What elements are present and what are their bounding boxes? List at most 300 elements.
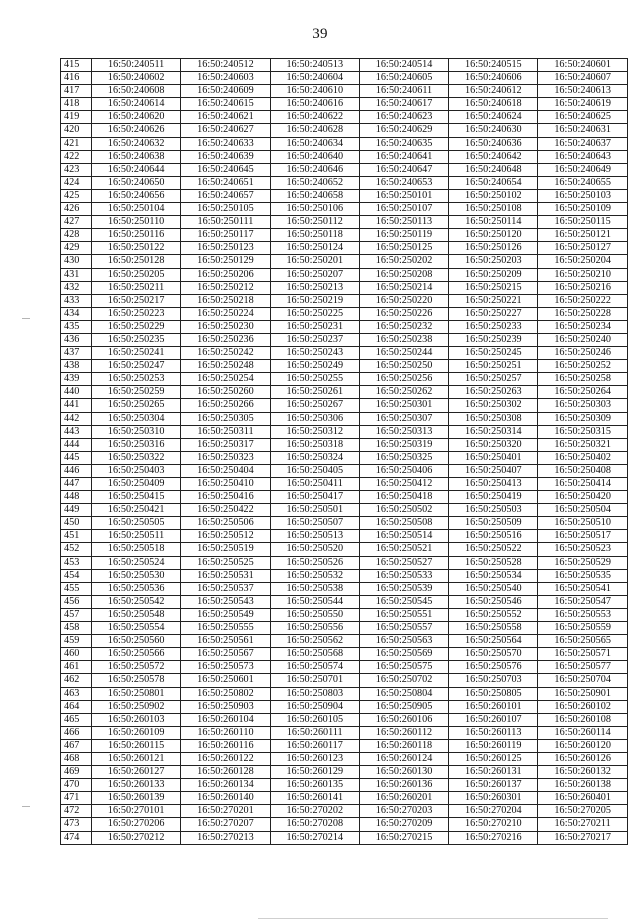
cadastral-number-cell: 16:50:250116	[92, 229, 181, 242]
cadastral-number-cell: 16:50:250216	[538, 281, 627, 294]
cadastral-number-cell: 16:50:250532	[270, 569, 359, 582]
cadastral-number-cell: 16:50:250103	[538, 189, 627, 202]
cadastral-number-cell: 16:50:250324	[270, 451, 359, 464]
cadastral-number-cell: 16:50:270210	[449, 818, 538, 831]
cadastral-number-cell: 16:50:250118	[270, 229, 359, 242]
cadastral-number-cell: 16:50:250572	[92, 661, 181, 674]
cadastral-number-cell: 16:50:240625	[538, 111, 627, 124]
cadastral-number-cell: 16:50:250256	[359, 373, 448, 386]
table-row	[61, 569, 628, 582]
row-number-cell: 430	[61, 255, 92, 268]
cadastral-number-cell: 16:50:250507	[270, 517, 359, 530]
cadastral-number-cell: 16:50:250702	[359, 674, 448, 687]
cadastral-number-cell: 16:50:250402	[538, 451, 627, 464]
cadastral-number-cell: 16:50:250113	[359, 216, 448, 229]
cadastral-number-cell: 16:50:250314	[449, 425, 538, 438]
cadastral-number-cell: 16:50:250554	[92, 622, 181, 635]
cadastral-number-cell: 16:50:250208	[359, 268, 448, 281]
cadastral-number-cell: 16:50:250526	[270, 556, 359, 569]
cadastral-number-cell: 16:50:260401	[538, 792, 627, 805]
cadastral-number-cell: 16:50:260105	[270, 713, 359, 726]
cadastral-number-cell: 16:50:240642	[449, 150, 538, 163]
cadastral-number-cell: 16:50:240655	[538, 176, 627, 189]
cadastral-number-cell: 16:50:250126	[449, 242, 538, 255]
cadastral-number-cell: 16:50:250319	[359, 438, 448, 451]
cadastral-number-cell: 16:50:250524	[92, 556, 181, 569]
cadastral-number-cell: 16:50:260121	[92, 752, 181, 765]
cadastral-number-cell: 16:50:250246	[538, 347, 627, 360]
cadastral-number-cell: 16:50:260112	[359, 726, 448, 739]
cadastral-number-cell: 16:50:250105	[181, 203, 270, 216]
row-number-cell: 452	[61, 543, 92, 556]
table-row	[61, 451, 628, 464]
cadastral-number-cell: 16:50:240645	[181, 163, 270, 176]
cadastral-number-cell: 16:50:270206	[92, 818, 181, 831]
cadastral-number-cell: 16:50:250238	[359, 333, 448, 346]
cadastral-number-cell: 16:50:240654	[449, 176, 538, 189]
cadastral-number-cell: 16:50:270212	[92, 831, 181, 844]
cadastral-number-cell: 16:50:240626	[92, 124, 181, 137]
row-number-cell: 450	[61, 517, 92, 530]
cadastral-number-cell: 16:50:250550	[270, 608, 359, 621]
cadastral-number-cell: 16:50:240612	[449, 85, 538, 98]
cadastral-number-cell: 16:50:250569	[359, 648, 448, 661]
cadastral-number-cell: 16:50:250537	[181, 582, 270, 595]
cadastral-number-cell: 16:50:250557	[359, 622, 448, 635]
table-row	[61, 268, 628, 281]
table-row	[61, 700, 628, 713]
cadastral-number-cell: 16:50:260201	[359, 792, 448, 805]
cadastral-number-cell: 16:50:250409	[92, 478, 181, 491]
cadastral-number-cell: 16:50:250553	[538, 608, 627, 621]
table-row	[61, 687, 628, 700]
cadastral-number-cell: 16:50:250237	[270, 333, 359, 346]
table-row	[61, 203, 628, 216]
cadastral-number-cell: 16:50:250510	[538, 517, 627, 530]
cadastral-number-cell: 16:50:250570	[449, 648, 538, 661]
table-row	[61, 150, 628, 163]
cadastral-number-cell: 16:50:270214	[270, 831, 359, 844]
cadastral-number-cell: 16:50:250207	[270, 268, 359, 281]
table-row	[61, 438, 628, 451]
cadastral-number-cell: 16:50:260119	[449, 739, 538, 752]
row-number-cell: 461	[61, 661, 92, 674]
cadastral-number-cell: 16:50:250320	[449, 438, 538, 451]
row-number-cell: 473	[61, 818, 92, 831]
cadastral-number-cell: 16:50:250250	[359, 360, 448, 373]
cadastral-number-cell: 16:50:250212	[181, 281, 270, 294]
page-number: 39	[312, 26, 328, 42]
cadastral-number-cell: 16:50:250262	[359, 386, 448, 399]
table-row	[61, 189, 628, 202]
cadastral-number-cell: 16:50:250568	[270, 648, 359, 661]
row-number-cell: 454	[61, 569, 92, 582]
cadastral-number-cell: 16:50:240630	[449, 124, 538, 137]
row-number-cell: 443	[61, 425, 92, 438]
row-number-cell: 429	[61, 242, 92, 255]
row-number-cell: 448	[61, 491, 92, 504]
cadastral-number-cell: 16:50:260109	[92, 726, 181, 739]
cadastral-number-cell: 16:50:240628	[270, 124, 359, 137]
cadastral-number-cell: 16:50:250555	[181, 622, 270, 635]
table-row	[61, 805, 628, 818]
cadastral-number-cell: 16:50:240605	[359, 72, 448, 85]
cadastral-number-cell: 16:50:250559	[538, 622, 627, 635]
cadastral-number-cell: 16:50:250225	[270, 307, 359, 320]
row-number-cell: 444	[61, 438, 92, 451]
row-number-cell: 458	[61, 622, 92, 635]
cadastral-number-cell: 16:50:250538	[270, 582, 359, 595]
cadastral-number-cell: 16:50:250106	[270, 203, 359, 216]
row-number-cell: 470	[61, 779, 92, 792]
table-row	[61, 530, 628, 543]
cadastral-number-cell: 16:50:260110	[181, 726, 270, 739]
row-number-cell: 467	[61, 739, 92, 752]
cadastral-number-cell: 16:50:250805	[449, 687, 538, 700]
cadastral-number-cell: 16:50:250266	[181, 399, 270, 412]
cadastral-number-cell: 16:50:250413	[449, 478, 538, 491]
cadastral-number-cell: 16:50:250405	[270, 464, 359, 477]
cadastral-number-cell: 16:50:250530	[92, 569, 181, 582]
cadastral-number-cell: 16:50:250215	[449, 281, 538, 294]
cadastral-number-cell: 16:50:270202	[270, 805, 359, 818]
cadastral-number-cell: 16:50:240651	[181, 176, 270, 189]
cadastral-number-cell: 16:50:250119	[359, 229, 448, 242]
cadastral-number-cell: 16:50:240646	[270, 163, 359, 176]
cadastral-number-cell: 16:50:260124	[359, 752, 448, 765]
cadastral-number-cell: 16:50:250543	[181, 595, 270, 608]
cadastral-number-cell: 16:50:250574	[270, 661, 359, 674]
cadastral-number-cell: 16:50:250540	[449, 582, 538, 595]
cadastral-number-cell: 16:50:260113	[449, 726, 538, 739]
cadastral-number-cell: 16:50:240627	[181, 124, 270, 137]
row-number-cell: 457	[61, 608, 92, 621]
table-row	[61, 478, 628, 491]
cadastral-number-cell: 16:50:250519	[181, 543, 270, 556]
cadastral-number-cell: 16:50:250509	[449, 517, 538, 530]
cadastral-number-cell: 16:50:250224	[181, 307, 270, 320]
cadastral-number-cell: 16:50:240514	[359, 59, 448, 72]
cadastral-number-cell: 16:50:240658	[270, 189, 359, 202]
cadastral-number-cell: 16:50:250310	[92, 425, 181, 438]
cadastral-number-cell: 16:50:250416	[181, 491, 270, 504]
cadastral-number-cell: 16:50:250111	[181, 216, 270, 229]
table-row	[61, 360, 628, 373]
row-number-cell: 471	[61, 792, 92, 805]
cadastral-number-cell: 16:50:250226	[359, 307, 448, 320]
cadastral-number-cell: 16:50:250539	[359, 582, 448, 595]
row-number-cell: 440	[61, 386, 92, 399]
table-row	[61, 425, 628, 438]
cadastral-number-cell: 16:50:250220	[359, 294, 448, 307]
cadastral-number-cell: 16:50:250309	[538, 412, 627, 425]
cadastral-number-cell: 16:50:240638	[92, 150, 181, 163]
table-row	[61, 294, 628, 307]
cadastral-number-cell: 16:50:240606	[449, 72, 538, 85]
cadastral-number-cell: 16:50:250219	[270, 294, 359, 307]
cadastral-number-cell: 16:50:240656	[92, 189, 181, 202]
cadastral-number-cell: 16:50:250318	[270, 438, 359, 451]
cadastral-number-cell: 16:50:250502	[359, 504, 448, 517]
cadastral-number-cell: 16:50:250258	[538, 373, 627, 386]
cadastral-number-cell: 16:50:250221	[449, 294, 538, 307]
table-row	[61, 281, 628, 294]
cadastral-number-cell: 16:50:250303	[538, 399, 627, 412]
cadastral-number-cell: 16:50:240609	[181, 85, 270, 98]
table-row	[61, 582, 628, 595]
cadastral-number-cell: 16:50:270207	[181, 818, 270, 831]
cadastral-numbers-table	[60, 58, 628, 845]
table-row	[61, 608, 628, 621]
row-number-cell: 465	[61, 713, 92, 726]
cadastral-number-cell: 16:50:250407	[449, 464, 538, 477]
cadastral-number-cell: 16:50:250704	[538, 674, 627, 687]
cadastral-number-cell: 16:50:250104	[92, 203, 181, 216]
scan-mark	[22, 318, 30, 319]
scan-edge-line	[258, 918, 608, 919]
cadastral-number-cell: 16:50:250501	[270, 504, 359, 517]
table-row	[61, 831, 628, 844]
cadastral-number-cell: 16:50:240613	[538, 85, 627, 98]
cadastral-number-cell: 16:50:240639	[181, 150, 270, 163]
table-row	[61, 635, 628, 648]
row-number-cell: 431	[61, 268, 92, 281]
table-row	[61, 818, 628, 831]
row-number-cell: 416	[61, 72, 92, 85]
table-row	[61, 124, 628, 137]
cadastral-number-cell: 16:50:240603	[181, 72, 270, 85]
cadastral-number-cell: 16:50:250307	[359, 412, 448, 425]
cadastral-number-cell: 16:50:250406	[359, 464, 448, 477]
cadastral-number-cell: 16:50:260106	[359, 713, 448, 726]
cadastral-number-cell: 16:50:250535	[538, 569, 627, 582]
cadastral-number-cell: 16:50:250128	[92, 255, 181, 268]
cadastral-number-cell: 16:50:250523	[538, 543, 627, 556]
cadastral-number-cell: 16:50:250121	[538, 229, 627, 242]
cadastral-number-cell: 16:50:240648	[449, 163, 538, 176]
cadastral-number-cell: 16:50:250527	[359, 556, 448, 569]
cadastral-number-cell: 16:50:250401	[449, 451, 538, 464]
cadastral-number-cell: 16:50:260104	[181, 713, 270, 726]
cadastral-number-cell: 16:50:270208	[270, 818, 359, 831]
table-row	[61, 216, 628, 229]
table-row	[61, 98, 628, 111]
cadastral-number-cell: 16:50:250257	[449, 373, 538, 386]
cadastral-number-cell: 16:50:250531	[181, 569, 270, 582]
cadastral-number-cell: 16:50:250120	[449, 229, 538, 242]
cadastral-number-cell: 16:50:250514	[359, 530, 448, 543]
cadastral-number-cell: 16:50:250114	[449, 216, 538, 229]
cadastral-number-cell: 16:50:250411	[270, 478, 359, 491]
cadastral-number-cell: 16:50:260108	[538, 713, 627, 726]
cadastral-number-cell: 16:50:250513	[270, 530, 359, 543]
cadastral-number-cell: 16:50:250305	[181, 412, 270, 425]
cadastral-number-cell: 16:50:240624	[449, 111, 538, 124]
table-row	[61, 242, 628, 255]
row-number-cell: 435	[61, 320, 92, 333]
cadastral-number-cell: 16:50:260116	[181, 739, 270, 752]
cadastral-number-cell: 16:50:250548	[92, 608, 181, 621]
cadastral-number-cell: 16:50:250241	[92, 347, 181, 360]
cadastral-number-cell: 16:50:240607	[538, 72, 627, 85]
cadastral-number-cell: 16:50:270201	[181, 805, 270, 818]
cadastral-number-cell: 16:50:260115	[92, 739, 181, 752]
cadastral-number-cell: 16:50:250571	[538, 648, 627, 661]
cadastral-number-cell: 16:50:250414	[538, 478, 627, 491]
cadastral-number-cell: 16:50:240604	[270, 72, 359, 85]
table-row	[61, 320, 628, 333]
cadastral-number-cell: 16:50:260122	[181, 752, 270, 765]
cadastral-number-cell: 16:50:250205	[92, 268, 181, 281]
cadastral-number-cell: 16:50:250549	[181, 608, 270, 621]
cadastral-number-cell: 16:50:250558	[449, 622, 538, 635]
cadastral-number-cell: 16:50:260129	[270, 766, 359, 779]
cadastral-number-cell: 16:50:250243	[270, 347, 359, 360]
row-number-cell: 423	[61, 163, 92, 176]
row-number-cell: 474	[61, 831, 92, 844]
cadastral-number-cell: 16:50:250573	[181, 661, 270, 674]
cadastral-number-cell: 16:50:250403	[92, 464, 181, 477]
cadastral-number-cell: 16:50:250508	[359, 517, 448, 530]
cadastral-number-cell: 16:50:250234	[538, 320, 627, 333]
row-number-cell: 439	[61, 373, 92, 386]
row-number-cell: 419	[61, 111, 92, 124]
table-row	[61, 386, 628, 399]
table-row	[61, 766, 628, 779]
cadastral-number-cell: 16:50:240608	[92, 85, 181, 98]
cadastral-number-cell: 16:50:250412	[359, 478, 448, 491]
cadastral-number-cell: 16:50:250506	[181, 517, 270, 530]
table-row	[61, 648, 628, 661]
cadastral-number-cell: 16:50:270101	[92, 805, 181, 818]
cadastral-number-cell: 16:50:250210	[538, 268, 627, 281]
cadastral-number-cell: 16:50:250253	[92, 373, 181, 386]
cadastral-number-cell: 16:50:250245	[449, 347, 538, 360]
row-number-cell: 464	[61, 700, 92, 713]
cadastral-number-cell: 16:50:250904	[270, 700, 359, 713]
cadastral-number-cell: 16:50:250533	[359, 569, 448, 582]
cadastral-number-cell: 16:50:250101	[359, 189, 448, 202]
cadastral-number-cell: 16:50:250129	[181, 255, 270, 268]
cadastral-number-cell: 16:50:250223	[92, 307, 181, 320]
cadastral-number-cell: 16:50:240619	[538, 98, 627, 111]
cadastral-number-cell: 16:50:260127	[92, 766, 181, 779]
cadastral-number-cell: 16:50:260120	[538, 739, 627, 752]
cadastral-number-cell: 16:50:250578	[92, 674, 181, 687]
cadastral-number-cell: 16:50:260301	[449, 792, 538, 805]
cadastral-number-cell: 16:50:250551	[359, 608, 448, 621]
cadastral-number-cell: 16:50:250420	[538, 491, 627, 504]
cadastral-number-cell: 16:50:260107	[449, 713, 538, 726]
cadastral-number-cell: 16:50:240652	[270, 176, 359, 189]
row-number-cell: 422	[61, 150, 92, 163]
cadastral-number-cell: 16:50:250418	[359, 491, 448, 504]
table-row	[61, 622, 628, 635]
cadastral-number-cell: 16:50:240634	[270, 137, 359, 150]
cadastral-number-cell: 16:50:240617	[359, 98, 448, 111]
cadastral-number-cell: 16:50:250123	[181, 242, 270, 255]
table-row	[61, 595, 628, 608]
table-row	[61, 255, 628, 268]
cadastral-number-cell: 16:50:250561	[181, 635, 270, 648]
row-number-cell: 417	[61, 85, 92, 98]
cadastral-number-cell: 16:50:250239	[449, 333, 538, 346]
cadastral-number-cell: 16:50:250803	[270, 687, 359, 700]
cadastral-number-cell: 16:50:260101	[449, 700, 538, 713]
table-row	[61, 661, 628, 674]
row-number-cell: 447	[61, 478, 92, 491]
cadastral-number-cell: 16:50:270209	[359, 818, 448, 831]
cadastral-number-cell: 16:50:250511	[92, 530, 181, 543]
table-row	[61, 137, 628, 150]
cadastral-number-cell: 16:50:240615	[181, 98, 270, 111]
cadastral-number-cell: 16:50:250127	[538, 242, 627, 255]
cadastral-number-cell: 16:50:240513	[270, 59, 359, 72]
cadastral-number-cell: 16:50:250905	[359, 700, 448, 713]
cadastral-number-cell: 16:50:260134	[181, 779, 270, 792]
cadastral-number-cell: 16:50:250322	[92, 451, 181, 464]
table-row	[61, 674, 628, 687]
cadastral-number-cell: 16:50:250565	[538, 635, 627, 648]
cadastral-number-cell: 16:50:250218	[181, 294, 270, 307]
cadastral-number-cell: 16:50:250228	[538, 307, 627, 320]
cadastral-number-cell: 16:50:250317	[181, 438, 270, 451]
cadastral-number-cell: 16:50:250117	[181, 229, 270, 242]
cadastral-number-cell: 16:50:240616	[270, 98, 359, 111]
cadastral-number-cell: 16:50:250232	[359, 320, 448, 333]
cadastral-number-cell: 16:50:240637	[538, 137, 627, 150]
cadastral-number-cell: 16:50:240633	[181, 137, 270, 150]
cadastral-number-cell: 16:50:250528	[449, 556, 538, 569]
cadastral-number-cell: 16:50:250404	[181, 464, 270, 477]
cadastral-number-cell: 16:50:240650	[92, 176, 181, 189]
cadastral-number-cell: 16:50:240636	[449, 137, 538, 150]
row-number-cell: 426	[61, 203, 92, 216]
cadastral-number-cell: 16:50:240653	[359, 176, 448, 189]
cadastral-number-cell: 16:50:250202	[359, 255, 448, 268]
cadastral-number-cell: 16:50:250522	[449, 543, 538, 556]
cadastral-number-cell: 16:50:250240	[538, 333, 627, 346]
cadastral-number-cell: 16:50:250520	[270, 543, 359, 556]
cadastral-number-cell: 16:50:250576	[449, 661, 538, 674]
cadastral-number-cell: 16:50:250415	[92, 491, 181, 504]
cadastral-number-cell: 16:50:250547	[538, 595, 627, 608]
cadastral-number-cell: 16:50:250801	[92, 687, 181, 700]
cadastral-number-cell: 16:50:250259	[92, 386, 181, 399]
cadastral-number-cell: 16:50:250315	[538, 425, 627, 438]
cadastral-number-cell: 16:50:240611	[359, 85, 448, 98]
cadastral-number-cell: 16:50:240640	[270, 150, 359, 163]
table-row	[61, 111, 628, 124]
cadastral-number-cell: 16:50:250222	[538, 294, 627, 307]
cadastral-number-cell: 16:50:240631	[538, 124, 627, 137]
cadastral-number-cell: 16:50:240641	[359, 150, 448, 163]
row-number-cell: 415	[61, 59, 92, 72]
cadastral-number-cell: 16:50:250517	[538, 530, 627, 543]
cadastral-number-cell: 16:50:250227	[449, 307, 538, 320]
cadastral-number-cell: 16:50:260130	[359, 766, 448, 779]
cadastral-number-cell: 16:50:270205	[538, 805, 627, 818]
row-number-cell: 418	[61, 98, 92, 111]
table-row	[61, 517, 628, 530]
table-row	[61, 307, 628, 320]
cadastral-number-cell: 16:50:250564	[449, 635, 538, 648]
cadastral-number-cell: 16:50:250230	[181, 320, 270, 333]
cadastral-number-cell: 16:50:250302	[449, 399, 538, 412]
table-row	[61, 347, 628, 360]
row-number-cell: 436	[61, 333, 92, 346]
cadastral-number-cell: 16:50:250516	[449, 530, 538, 543]
